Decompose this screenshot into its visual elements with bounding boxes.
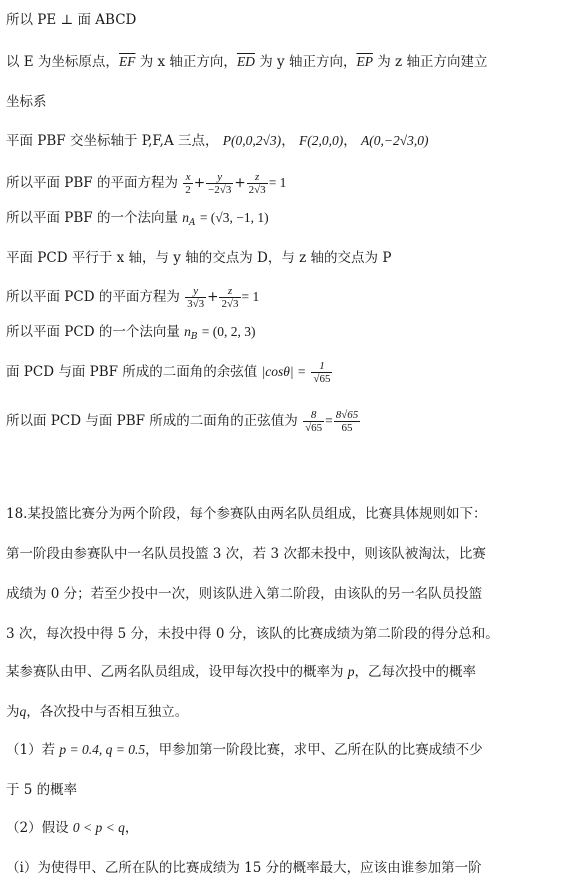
text-pbf-normal: 所以平面 PBF 的一个法向量 bbox=[6, 210, 178, 226]
fraction-1-over-sqrt65: $\frac{1}{√65}$ bbox=[313, 360, 331, 385]
line-q18-part1 bbox=[6, 740, 562, 760]
normal-vector-symbol-b: n bbox=[184, 324, 191, 339]
line-q18-part1b bbox=[6, 780, 562, 800]
fraction-8sqrt65-over-65: $\frac{8√65}{65}$ bbox=[335, 409, 359, 434]
line-axes-setup bbox=[6, 52, 562, 72]
fraction-x-over-2: $\frac{x}{2}$ bbox=[185, 171, 191, 196]
text-z-axis: 为 z 轴正方向建立 bbox=[372, 54, 488, 70]
line-pbf-normal bbox=[6, 208, 562, 233]
equals-sign: = bbox=[325, 413, 333, 428]
text-y-axis: 为 y 轴正方向， bbox=[254, 54, 357, 70]
fraction-y-over-3sqrt3: $\frac{y}{3√3}$ bbox=[187, 285, 205, 310]
line-pbf-intercepts: 平面 PBF 交坐标轴于 P,F,A 三点， P(0,0,2√3)， F(2,0,0)， A(0,−2√3,0) bbox=[6, 133, 429, 149]
text-part1-label: （1）若 bbox=[6, 742, 56, 758]
vector-ed: $\overline{ED}$ bbox=[236, 54, 255, 69]
text-q18-stage1b: 成绩为 0 分；若至少投中一次，则该队进入第二阶段，由该队的另一名队员投篮 bbox=[6, 586, 483, 602]
symbol-p: p bbox=[347, 664, 355, 679]
text-coordinate-system: 坐标系 bbox=[6, 94, 47, 110]
text-cosine: 面 PCD 与面 PBF 所成的二面角的余弦值 bbox=[6, 364, 258, 380]
text-q18-stage2: 3 次，每次投中得 5 分，未投中得 0 分，该队的比赛成绩为第二阶段的得分总和。 bbox=[6, 626, 499, 642]
text-part2-label: （2）假设 bbox=[6, 820, 69, 836]
line-cosine bbox=[6, 355, 562, 389]
normal-vector-value: = (√3, −1, 1) bbox=[199, 210, 269, 225]
text-part2-i: （i）为使得甲、乙所在队的比赛成绩为 15 分的概率最大，应该由谁参加第一阶 bbox=[6, 860, 482, 876]
equals-one-pcd: = 1 bbox=[241, 289, 260, 304]
text-q18-intro: 18.某投篮比赛分为两个阶段，每个参赛队由两名队员组成，比赛具体规则如下： bbox=[6, 506, 487, 522]
text-origin: 以 E 为坐标原点， bbox=[6, 54, 119, 70]
line-q18-prob-q: 为q，各次投中与否相互独立。 bbox=[6, 704, 189, 720]
text-q18-prob-jia: 某参赛队由甲、乙两名队员组成，设甲每次投中的概率为 bbox=[6, 664, 344, 680]
text-part1-end: 于 5 的概率 bbox=[6, 782, 78, 798]
text-pbf-intercepts: 平面 PBF 交坐标轴于 P,F,A 三点， bbox=[6, 133, 219, 149]
normal-subscript: A bbox=[189, 218, 196, 228]
fraction-z-over-2sqrt3: $\frac{z}{2√3}$ bbox=[248, 171, 266, 196]
line-q18-part2: （2）假设 0 < p < q， bbox=[6, 820, 139, 836]
text-pbf-equation: 所以平面 PBF 的平面方程为 bbox=[6, 175, 178, 191]
line-pcd-normal bbox=[6, 322, 562, 347]
vector-ep: $\overline{EP}$ bbox=[356, 54, 373, 69]
line-pbf-equation: 所以平面 PBF 的平面方程为 $\frac{x}{2}$ + $\frac{y}{-2√3}$ + $\frac{z}{2√3}$ = 1 bbox=[6, 171, 287, 196]
text-pe-perpendicular: 所以 PE ⊥ 面 ABCD bbox=[6, 12, 137, 28]
line-q18-stage2 bbox=[6, 624, 562, 644]
text-sine: 所以面 PCD 与面 PBF 所成的二面角的正弦值为 bbox=[6, 413, 298, 429]
text-pcd-normal: 所以平面 PCD 的一个法向量 bbox=[6, 324, 180, 340]
line-q18-intro bbox=[6, 504, 562, 524]
text-part1-question: ，甲参加第一阶段比赛，求甲、乙所在队的比赛成绩不少 bbox=[145, 742, 483, 758]
line-q18-part2i bbox=[6, 858, 562, 878]
point-p: P(0,0,2√3) bbox=[222, 133, 282, 148]
text-x-axis: 为 x 轴正方向， bbox=[135, 54, 237, 70]
line-pcd-parallel bbox=[6, 248, 562, 268]
normal-subscript-b: B bbox=[190, 332, 198, 342]
text-independent: ，各次投中与否相互独立。 bbox=[26, 704, 189, 720]
line-pcd-equation: 所以平面 PCD 的平面方程为 $\frac{y}{3√3}$ + $\frac{z}{2√3}$ = 1 bbox=[6, 285, 260, 310]
text-pcd-equation: 所以平面 PCD 的平面方程为 bbox=[6, 289, 180, 305]
line-pe-perp bbox=[6, 10, 562, 30]
line-q18-prob bbox=[6, 662, 562, 682]
symbol-q: q bbox=[19, 704, 27, 719]
point-f: F(2,0,0) bbox=[298, 133, 344, 148]
fraction-y-over-neg2sqrt3: $\frac{y}{-2√3}$ bbox=[208, 171, 232, 196]
line-q18-stage1b bbox=[6, 584, 562, 604]
point-a: A(0,−2√3,0) bbox=[361, 133, 429, 148]
line-coordinate-system bbox=[6, 92, 562, 112]
condition-p-less-q: 0 < p < q bbox=[72, 820, 125, 835]
equals-one: = 1 bbox=[268, 175, 287, 190]
line-sine bbox=[6, 404, 562, 438]
abs-cos-theta: |cosθ| = bbox=[261, 364, 307, 379]
condition-p-q-values: p = 0.4, q = 0.5 bbox=[59, 742, 146, 757]
text-q18-stage1: 第一阶段由参赛队中一名队员投篮 3 次，若 3 次都未投中，则该队被淘汰，比赛 bbox=[6, 546, 486, 562]
text-q18-prob-yi: ，乙每次投中的概率 bbox=[354, 664, 477, 680]
fraction-8-over-sqrt65: $\frac{8}{√65}$ bbox=[305, 409, 323, 434]
vector-ef: $\overline{EF}$ bbox=[118, 54, 136, 69]
fraction-z-over-2sqrt3-pcd: $\frac{z}{2√3}$ bbox=[221, 285, 239, 310]
normal-vector-symbol: n bbox=[182, 210, 190, 225]
text-pcd-parallel: 平面 PCD 平行于 x 轴，与 y 轴的交点为 D，与 z 轴的交点为 P bbox=[6, 250, 392, 266]
normal-vector-value-b: = (0, 2, 3) bbox=[201, 324, 256, 339]
line-q18-stage1 bbox=[6, 544, 562, 564]
